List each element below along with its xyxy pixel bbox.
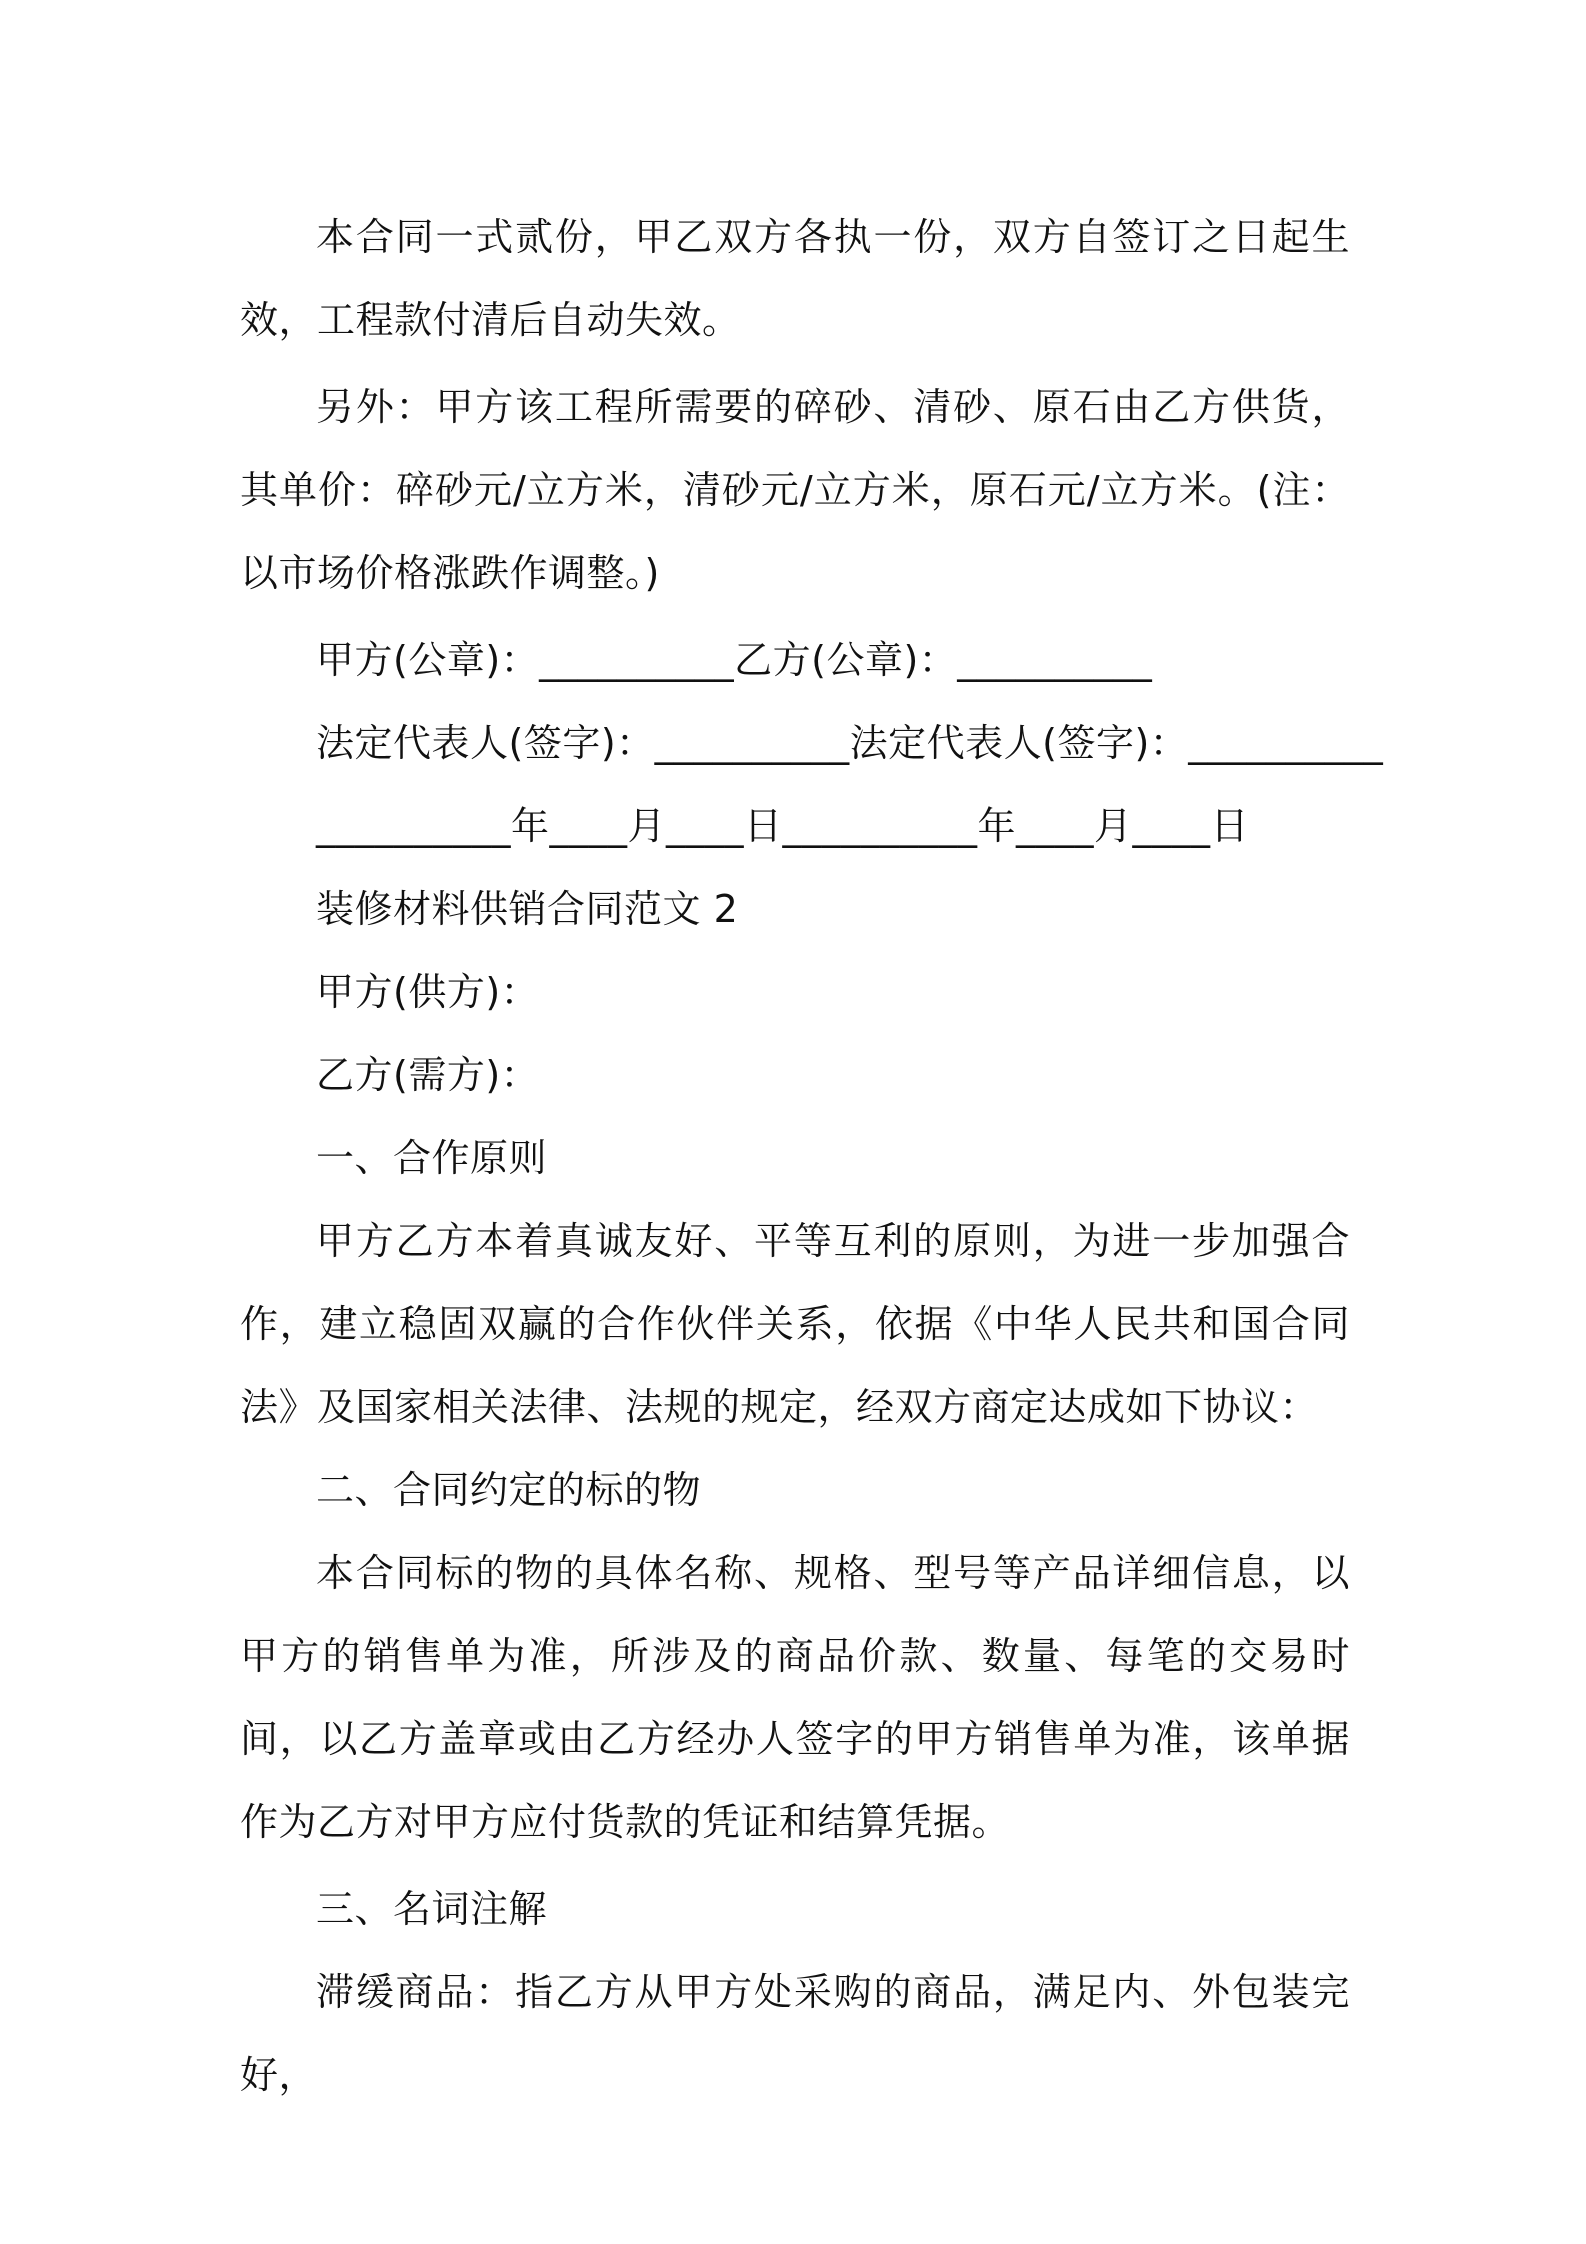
document-body <box>240 196 1384 2117</box>
cooperation-paragraph: 甲方乙方本着真诚友好、平等互利的原则，为进一步加强合作，建立稳固双赢的合作伙伴关系，依据《中华人民共和国合同法》及国家相关法律、法规的规定，经双方商定达成如下协议： <box>240 1219 1350 1429</box>
supply-price-paragraph: 另外：甲方该工程所需要的碎砂、清砂、原石由乙方供货，其单价：碎砂元/立方米，清砂元/立方米，原石元/立方米。(注：以市场价格涨跌作调整。) <box>240 385 1350 595</box>
date-line: __________年____月____日__________年____月____日 <box>316 804 1250 848</box>
section-heading-subject-matter: 二、合同约定的标的物 <box>316 1468 702 1512</box>
contract-title: 装修材料供销合同范文 2 <box>316 887 739 931</box>
party-b-buyer: 乙方(需方)： <box>316 1053 540 1097</box>
seal-line: 甲方(公章)：__________乙方(公章)：__________ <box>316 638 1153 682</box>
subject-matter-paragraph: 本合同标的物的具体名称、规格、型号等产品详细信息，以甲方的销售单为准，所涉及的商品价款、数量、每笔的交易时间，以乙方盖章或由乙方经办人签字的甲方销售单为准，该单据作为乙方对甲方应付货款的凭证和结算凭据。 <box>240 1551 1350 1844</box>
section-heading-definitions: 三、名词注解 <box>316 1887 548 1931</box>
section-heading-cooperation: 一、合作原则 <box>316 1136 548 1180</box>
definitions-paragraph: 滞缓商品：指乙方从甲方处采购的商品，满足内、外包装完好， <box>240 1970 1350 2097</box>
party-a-supplier: 甲方(供方)： <box>316 970 540 1014</box>
validity-paragraph: 本合同一式贰份，甲乙双方各执一份，双方自签订之日起生效，工程款付清后自动失效。 <box>240 215 1350 342</box>
representative-signature-line: 法定代表人(签字)：__________法定代表人(签字)：__________ <box>316 721 1384 765</box>
